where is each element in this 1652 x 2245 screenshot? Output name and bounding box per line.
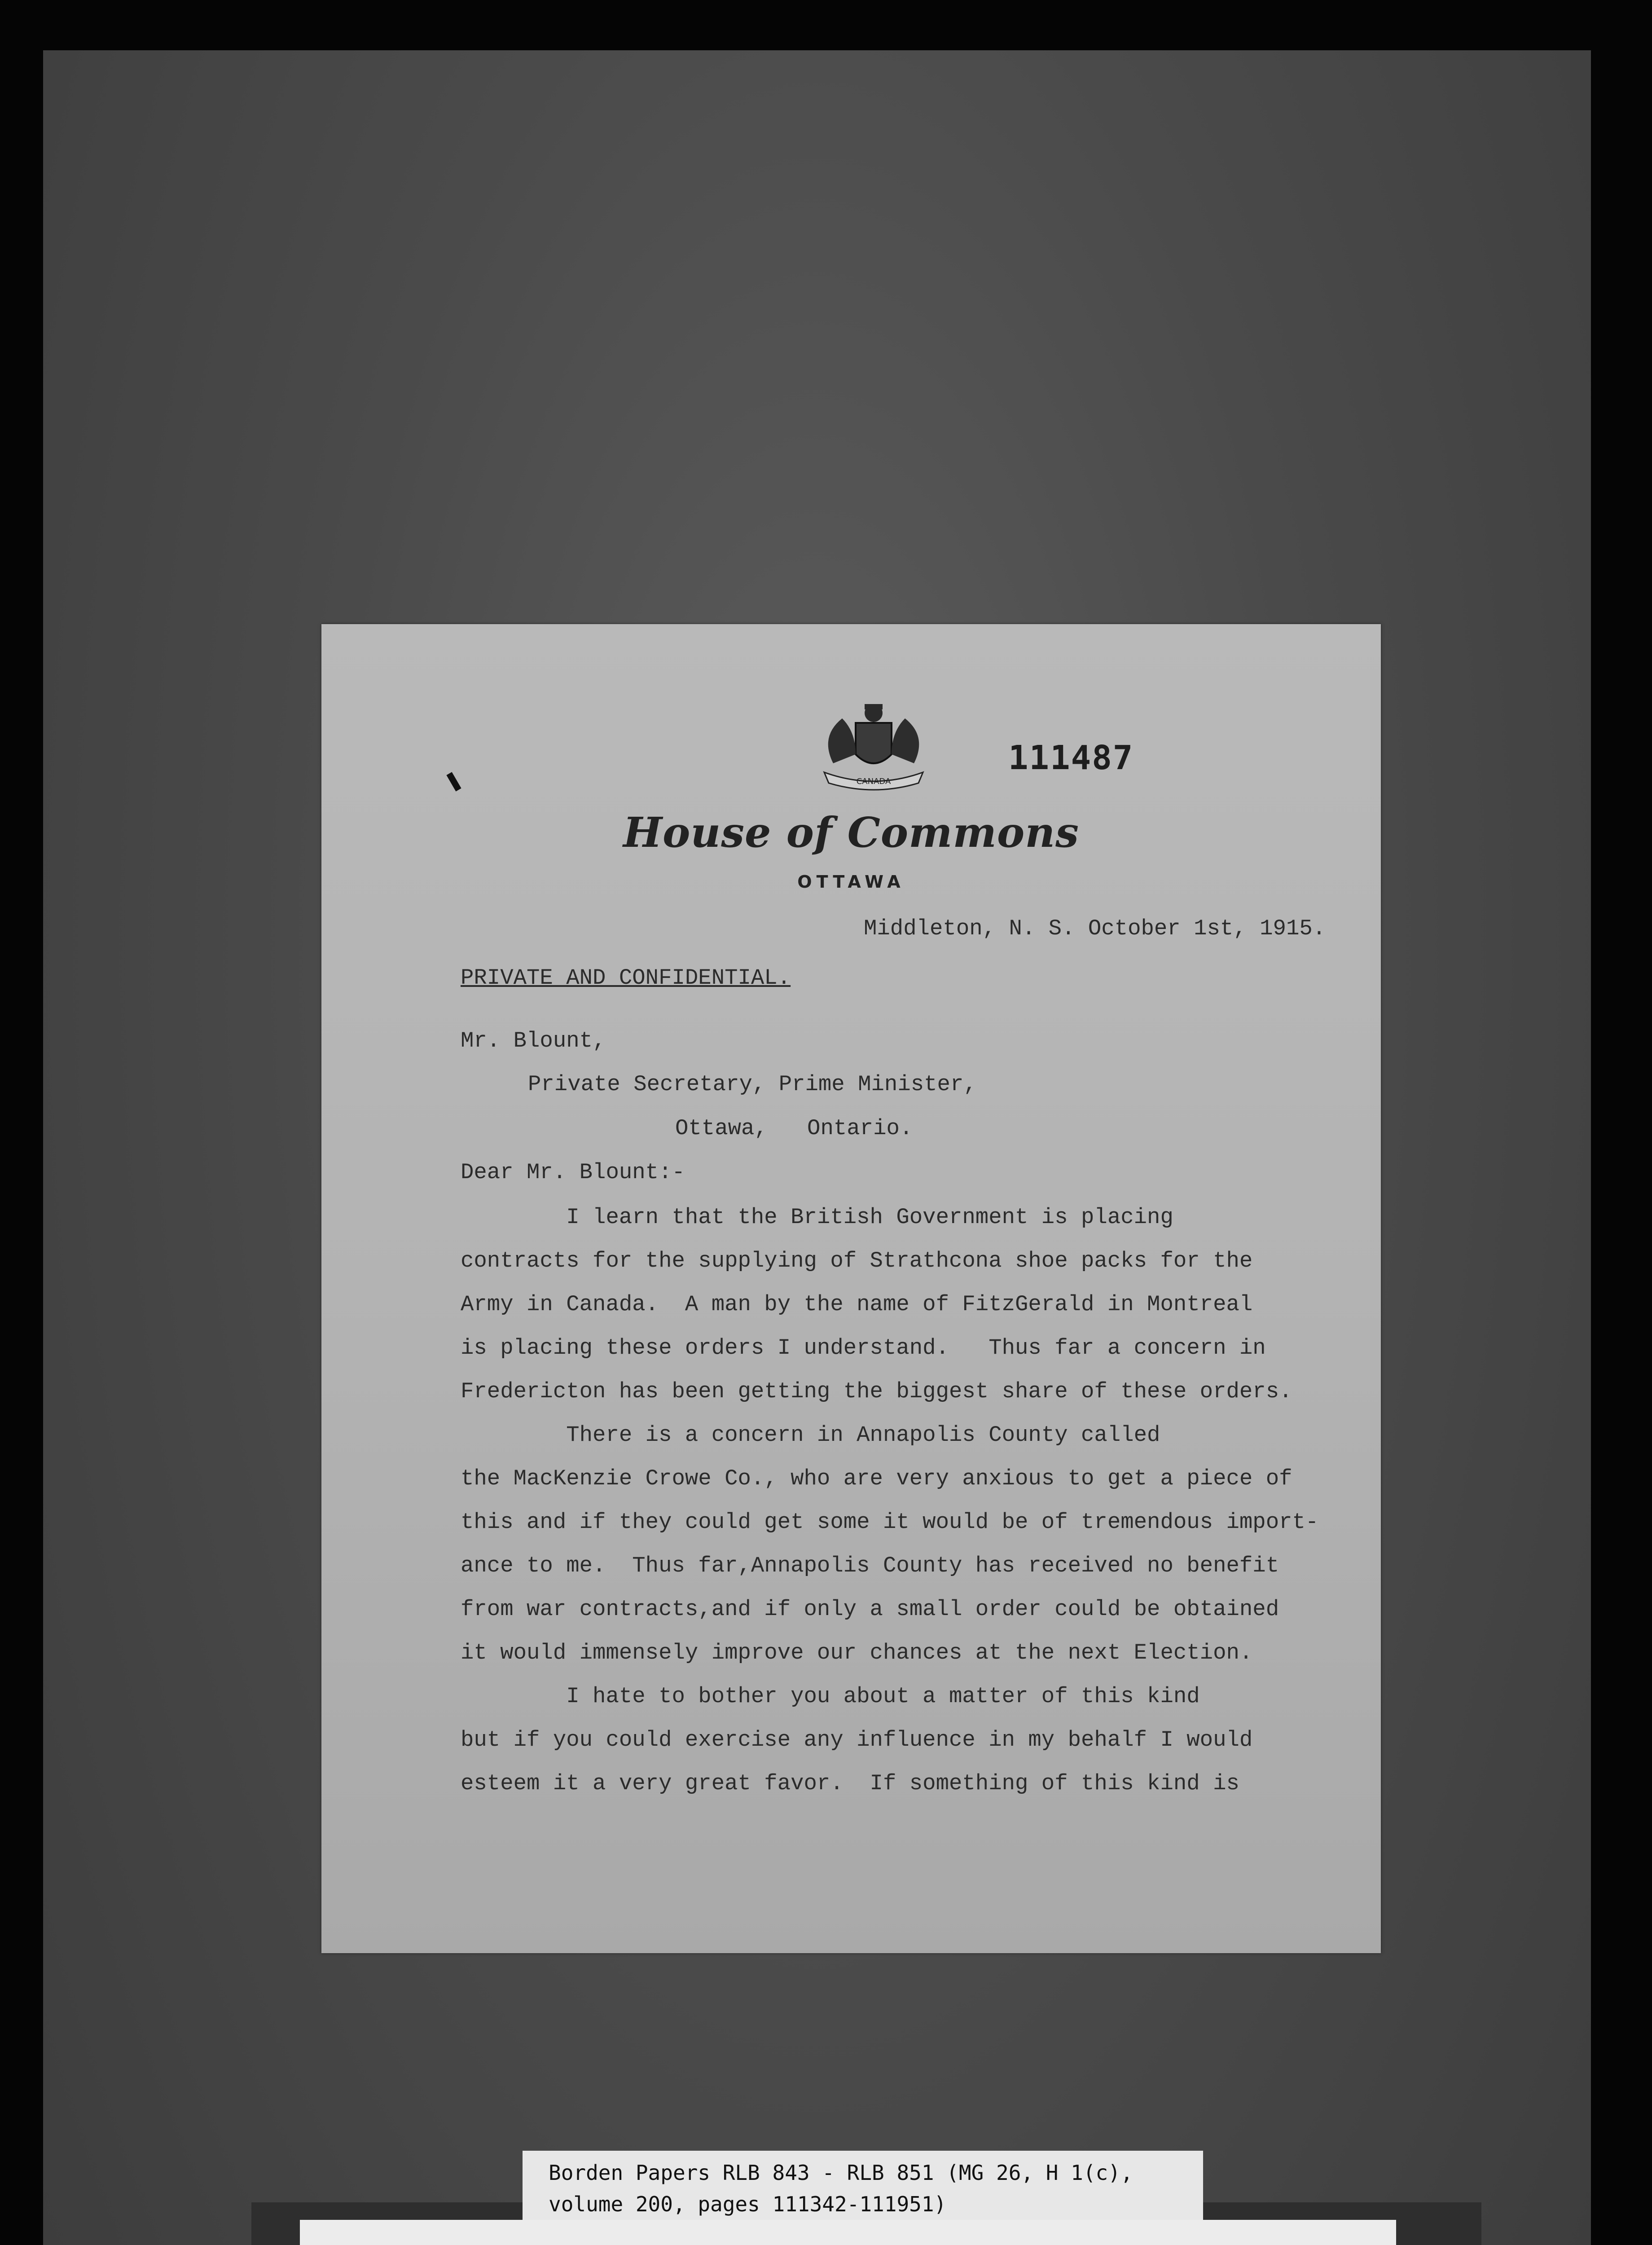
body-line: esteem it a very great favor. If something of this kind is [461,1771,1239,1796]
address-line: Private Secretary, Prime Minister, [528,1072,977,1097]
body-line: I hate to bother you about a matter of this kind [461,1684,1200,1709]
body-line: it would immensely improve our chances at the next Election. [461,1640,1253,1665]
body-line: Army in Canada. A man by the name of FitzGerald in Montreal [461,1292,1253,1317]
address-line: Mr. Blount, [461,1028,606,1053]
address-line: Ottawa, Ontario. [675,1116,913,1141]
body-line: this and if they could get some it would be of tremendous import- [461,1510,1319,1535]
document-number: 111487 [1008,739,1134,777]
body-line: contracts for the supplying of Strathcona shoe packs for the [461,1248,1253,1273]
collection-label [523,2151,1203,2227]
body-line: the MacKenzie Crowe Co., who are very anxious to get a piece of [461,1466,1292,1491]
body-line: I learn that the British Government is placing [461,1205,1173,1230]
archive-card [300,2220,1396,2245]
coat-of-arms-icon [806,696,941,799]
body-line: ance to me. Thus far,Annapolis County has received no benefit [461,1553,1279,1578]
letterhead-title: House of Commons [623,808,1079,857]
collection-label-line: volume 200, pages 111342-111951) [549,2192,947,2216]
collection-label-line: Borden Papers RLB 843 - RLB 851 (MG 26, H 1(c), [549,2161,1133,2185]
body-line: but if you could exercise any influence in my behalf I would [461,1727,1253,1752]
body-line: is placing these orders I understand. Thus far a concern in [461,1335,1266,1360]
letter-page [321,624,1381,1953]
letterhead-city: OTTAWA [797,872,905,892]
body-line: There is a concern in Annapolis County called [461,1422,1160,1448]
crest-text: CANADA [856,777,891,786]
salutation: Dear Mr. Blount:- [461,1160,685,1185]
confidential-marking: PRIVATE AND CONFIDENTIAL. [461,965,791,990]
body-line: from war contracts,and if only a small order could be obtained [461,1597,1279,1622]
ink-mark [446,772,461,791]
dateline: Middleton, N. S. October 1st, 1915. [864,916,1326,941]
body-line: Fredericton has been getting the biggest share of these orders. [461,1379,1292,1404]
